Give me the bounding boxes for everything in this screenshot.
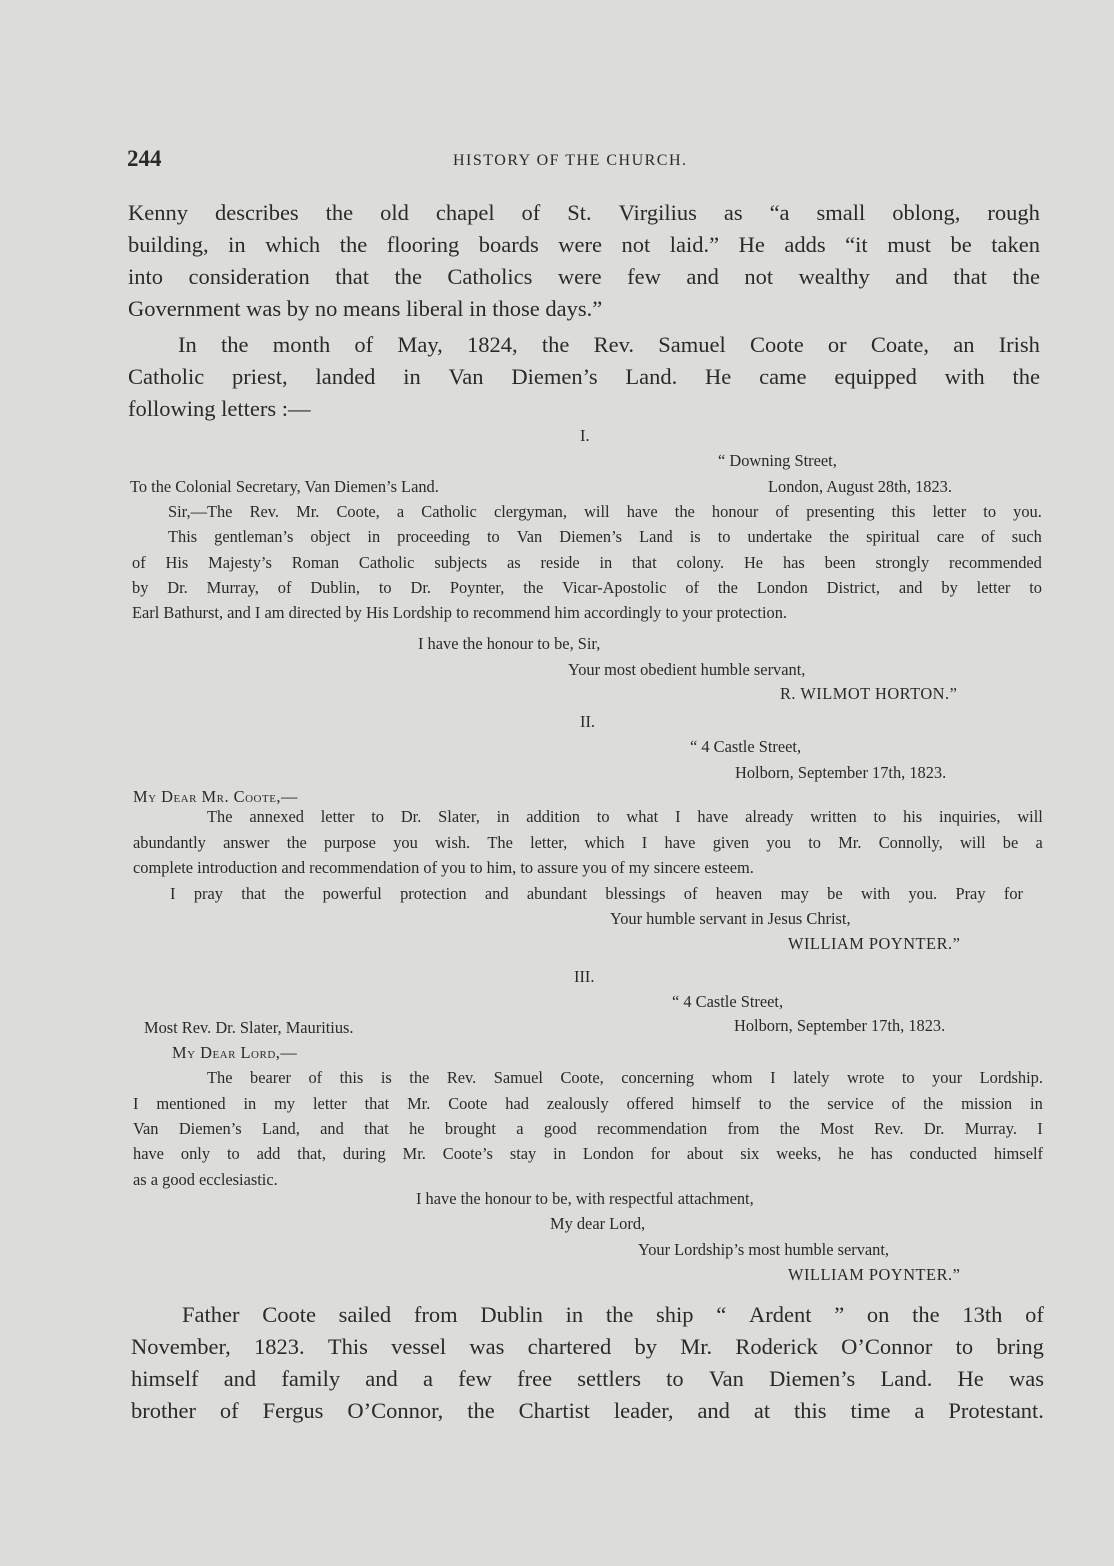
- letter-salutation: My Dear Mr. Coote,—: [133, 787, 298, 806]
- letter-body-line: I pray that the powerful protection and abundant blessings of heaven may be with you. Pray for: [170, 884, 1023, 903]
- letter-body-line: I mentioned in my letter that Mr. Coote had zealously offered himself to the service of the mission in: [133, 1094, 1043, 1113]
- intro-line: Government was by no means liberal in those days.”: [128, 296, 603, 321]
- intro-line: following letters :—: [128, 396, 311, 421]
- letter-recipient: Most Rev. Dr. Slater, Mauritius.: [144, 1018, 354, 1037]
- letter-signature: R. WILMOT HORTON.”: [780, 684, 958, 703]
- page-number: 244: [127, 146, 162, 171]
- letter-address: London, August 28th, 1823.: [768, 477, 952, 496]
- outro-line: Father Coote sailed from Dublin in the ship “ Ardent ” on the 13th of: [182, 1302, 1044, 1327]
- letter-address: “ 4 Castle Street,: [672, 992, 784, 1011]
- intro-line: into consideration that the Catholics were few and not wealthy and that the: [128, 264, 1040, 289]
- letter-body-line: The annexed letter to Dr. Slater, in addition to what I have already written to his inquiries, will: [207, 807, 1043, 826]
- letter-signature: WILLIAM POYNTER.”: [788, 934, 961, 953]
- letter-closing: Your humble servant in Jesus Christ,: [610, 909, 851, 928]
- letter-recipient: To the Colonial Secretary, Van Diemen’s Land.: [130, 477, 439, 496]
- letter-closing: My dear Lord,: [550, 1214, 646, 1233]
- outro-line: himself and family and a few free settlers to Van Diemen’s Land. He was: [131, 1366, 1044, 1391]
- letter-closing: I have the honour to be, Sir,: [418, 634, 601, 653]
- intro-line: In the month of May, 1824, the Rev. Samuel Coote or Coate, an Irish: [178, 332, 1040, 357]
- letter-signature: WILLIAM POYNTER.”: [788, 1265, 961, 1284]
- outro-line: November, 1823. This vessel was chartered by Mr. Roderick O’Connor to bring: [131, 1334, 1044, 1359]
- letter-body-line: of His Majesty’s Roman Catholic subjects as reside in that colony. He has been strongly recommended: [132, 553, 1042, 572]
- letter-body-line: as a good ecclesiastic.: [133, 1170, 278, 1189]
- letter-address: “ 4 Castle Street,: [690, 737, 802, 756]
- letter-body-line: by Dr. Murray, of Dublin, to Dr. Poynter, the Vicar-Apostolic of the London District, and by letter to: [132, 578, 1042, 597]
- running-title: HISTORY OF THE CHURCH.: [453, 152, 688, 169]
- letter-body-line: This gentleman’s object in proceeding to Van Diemen’s Land is to undertake the spiritual care of such: [168, 527, 1042, 546]
- letter-body-line: have only to add that, during Mr. Coote’s stay in London for about six weeks, he has conducted himself: [133, 1144, 1043, 1163]
- letter-address: “ Downing Street,: [718, 451, 837, 470]
- letter-body-line: The bearer of this is the Rev. Samuel Coote, concerning whom I lately wrote to your Lordship.: [207, 1068, 1043, 1087]
- letter-numeral: III.: [574, 967, 595, 986]
- letter-body-line: Sir,—The Rev. Mr. Coote, a Catholic clergyman, will have the honour of presenting this letter to you.: [168, 502, 1042, 521]
- intro-line: building, in which the flooring boards were not laid.” He adds “it must be taken: [128, 232, 1040, 257]
- letter-closing: Your most obedient humble servant,: [568, 660, 806, 679]
- letter-body-line: Earl Bathurst, and I am directed by His Lordship to recommend him accordingly to your protection.: [132, 603, 788, 622]
- letter-body-line: complete introduction and recommendation of you to him, to assure you of my sincere esteem.: [133, 858, 754, 877]
- letter-body-line: Van Diemen’s Land, and that he brought a good recommendation from the Most Rev. Dr. Murray. I: [133, 1119, 1043, 1138]
- intro-line: Kenny describes the old chapel of St. Virgilius as “a small oblong, rough: [128, 200, 1040, 225]
- intro-line: Catholic priest, landed in Van Diemen’s Land. He came equipped with the: [128, 364, 1040, 389]
- letter-address: Holborn, September 17th, 1823.: [735, 763, 947, 782]
- letter-closing: I have the honour to be, with respectful attachment,: [416, 1189, 754, 1208]
- letter-salutation: My Dear Lord,—: [172, 1043, 298, 1062]
- outro-line: brother of Fergus O’Connor, the Chartist leader, and at this time a Protestant.: [131, 1398, 1044, 1423]
- letter-address: Holborn, September 17th, 1823.: [734, 1016, 946, 1035]
- letter-numeral: I.: [580, 426, 590, 445]
- letter-numeral: II.: [580, 712, 596, 731]
- letter-closing: Your Lordship’s most humble servant,: [638, 1240, 890, 1259]
- letter-body-line: abundantly answer the purpose you wish. The letter, which I have given you to Mr. Connolly, will be a: [133, 833, 1043, 852]
